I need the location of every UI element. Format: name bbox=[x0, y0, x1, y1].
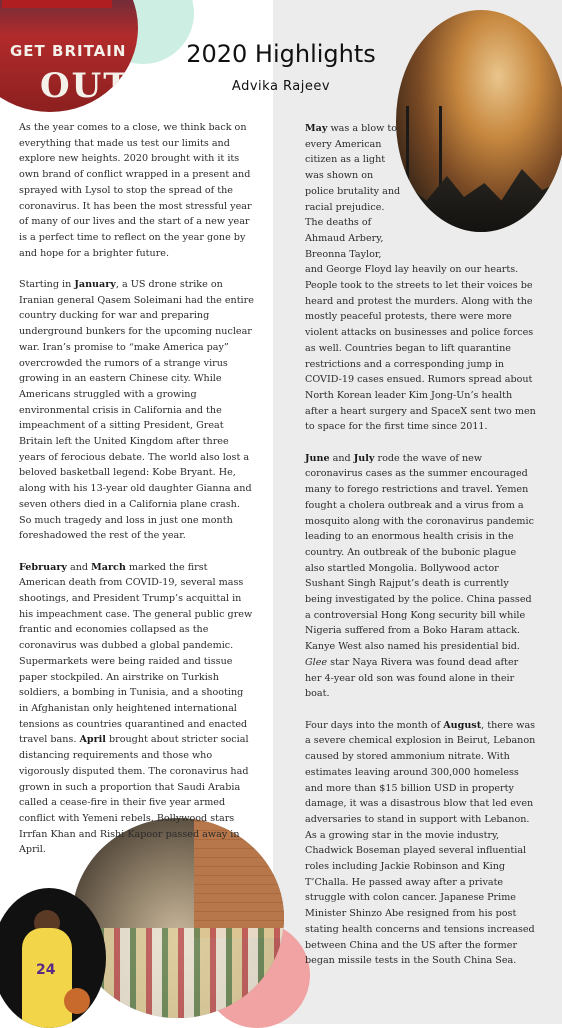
month-may: May bbox=[305, 123, 328, 134]
january-paragraph: Starting in January, a US drone strike on Iranian general Qasem Soleimani had the entire country ducking for war and preparing underground bunkers for the upcoming nuclear war. Iran’s promise to “make America pay” overcrowded the rumors of a strange virus growing in an eastern Chinese city. While Americans struggled with a growing environmental crisis in California and the impeachment of a sitting President, Great Britain left the United Kingdom after three years of ferocious debate. The world also lost a beloved basketball legend: Kobe Bryant. He, along with his 13-year old daughter Gianna and seven others died in a California plane crash. So much tragedy and loss in just one month foreshadowed the rest of the year. bbox=[19, 279, 254, 542]
may-narrow-block: May was a blow to every American citizen as a light was shown on police brutality and racial prejudice. The deaths of Ahmaud Arbery, Breonna Taylor, bbox=[305, 123, 401, 260]
jersey-number: 24 bbox=[36, 962, 56, 978]
may-paragraph: May was a blow to every American citizen as a light was shown on police brutality and racial prejudice. The deaths of Ahmaud Arbery, Breonna Taylor, and George Floyd lay heavily on our hearts. People took to the streets to let their voices be heard and protest the murders. Along with the mostly peaceful protests, there were more violent attacks on businesses and police forces as well. Countries began to lift quarantine restrictions and a corresponding jump in COVID-19 cases ensued. Rumors spread about North Korean leader Kim Jong-Un’s health after a heart surgery and SpaceX sent two men to space for the first time since 2011. bbox=[305, 123, 536, 433]
month-july: July bbox=[353, 452, 375, 464]
sign-text-line1: GET BRITAIN bbox=[10, 42, 127, 60]
june-july-paragraph: June and July rode the wave of new coronavirus cases as the summer encouraged many to forego restrictions and travel. Yemen fought a cholera outbreak and a virus from a mosquito along with the coronavirus pandemic leading to an enormous health crisis in the country. An outbreak of the bubonic plague also startled Mongolia. Bollywood actor Sushant Singh Rajput’s death is currently being investigated by the police. China passed a controversial Hong Kong security bill while Nigeria suffered from a Boko Haram attack. Kanye West also named his presidential bid. Glee star Naya Rivera was found dead after her 4-year old son was found alone in their boat. bbox=[305, 452, 534, 700]
page-title: 2020 Highlights bbox=[186, 40, 376, 68]
feb-march-april-paragraph: February and March marked the first American death from COVID-19, several mass shootings, and President Trump’s acquittal in his impeachment case. The general public grew frantic and economies collapsed as the coronavirus was dubbed a global pandemic. Supermarkets were being raided and tissue paper stockpiled. An airstrike on Turkish soldiers, a bombing in Tunisia, and a shooting in Afghanistan only heightened international tensions as countries quarantined and enacted travel bans. April brought about stricter social distancing requirements and those who vigorously disputed them. The coronavirus had grown in such a proportion that Saudi Arabia called a cease-fire in their five year armed conflict with Yemeni rebels. Bollywood stars Irrfan Khan and Rishi Kapoor passed away in April. bbox=[19, 561, 253, 856]
glee-title: Glee bbox=[305, 656, 328, 668]
sign-text-line2: OUT bbox=[40, 66, 131, 106]
banner bbox=[2, 0, 112, 8]
basketball bbox=[64, 988, 90, 1014]
august-paragraph: Four days into the month of August, there was a severe chemical explosion in Beirut, Lebanon caused by stored ammonium nitrate. With estimates leaving around 300,000 homeless and more than $15 billion USD in property damage, it was a disastrous blow that led even adversaries to stand in support with Lebanon. As a growing star in the movie industry, Chadwick Boseman played several influential roles including Jackie Robinson and King T’Challa. He passed away after a private struggle with colon cancer. Japanese Prime Minister Shinzo Abe resigned from his post stating health concerns and tensions increased between China and the US after the former began missile tests in the South China Sea. bbox=[305, 719, 536, 967]
right-column bbox=[305, 121, 537, 985]
intro-paragraph: As the year comes to a close, we think back on everything that made us test our limits and explore new heights. 2020 brought with it its own brand of conflict wrapped in a present and sprayed with Lysol to stop the spread of the coronavirus. It has been the most stressful year of many of our lives and the start of a new year is a perfect time to reflect on the year gone by and hope for a brighter future. bbox=[19, 122, 252, 259]
author-name: Advika Rajeev bbox=[231, 79, 331, 94]
month-june: June bbox=[305, 452, 330, 464]
month-february: February bbox=[19, 561, 67, 573]
left-column bbox=[19, 120, 255, 874]
month-january: January bbox=[74, 279, 116, 291]
month-august: August bbox=[443, 719, 482, 731]
month-march: March bbox=[91, 561, 126, 573]
month-april: April bbox=[79, 734, 106, 746]
player-jersey bbox=[22, 928, 72, 1028]
